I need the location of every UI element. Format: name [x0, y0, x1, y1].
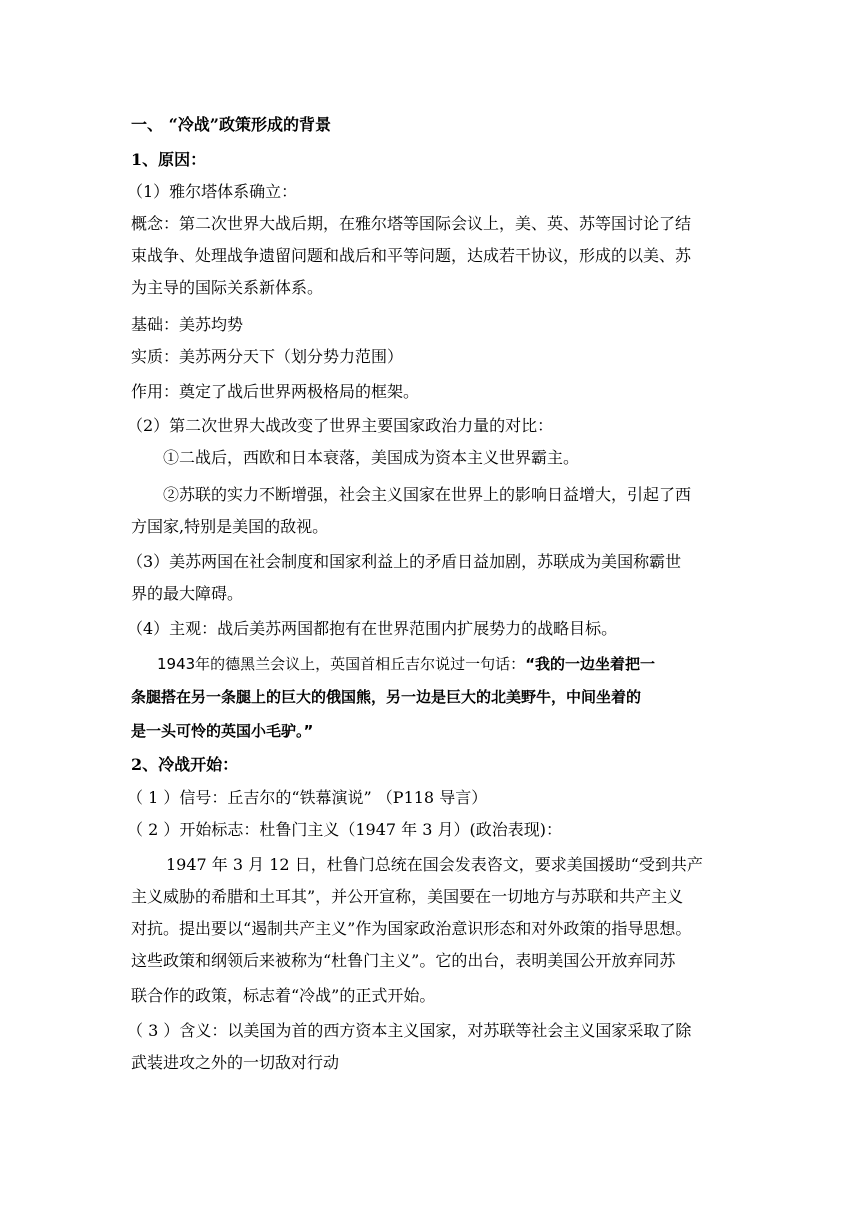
text-line: ②苏联的实力不断增强，社会主义国家在世界上的影响日益增大，引起了西: [163, 485, 692, 504]
text-line: ①二战后，西欧和日本衰落，美国成为资本主义世界霸主。: [163, 448, 580, 467]
text-line: （1）雅尔塔体系确立：: [127, 182, 298, 201]
text-line: （ 3 ）含义：以美国为首的西方资本主义国家，对苏联等社会主义国家采取了除: [127, 1021, 692, 1040]
text-line: 基础：美苏均势: [131, 315, 244, 334]
text-line: 对抗。提出要以“遏制共产主义”作为国家政治意识形态和对外政策的指导思想。: [131, 919, 692, 938]
subheading-causes: 1、原因：: [131, 150, 207, 169]
text-line: 概念：第二次世界大战后期，在雅尔塔等国际会议上，美、英、苏等国讨论了结: [131, 214, 692, 233]
quote-text: 条腿搭在另一条腿上的巨大的俄国熊，另一边是巨大的北美野牛，中间坐着的: [131, 688, 642, 706]
text-line: 为主导的国际关系新体系。: [131, 278, 324, 297]
text-line: 武装进攻之外的一切敌对行动: [131, 1053, 340, 1072]
section-heading: 一、 “冷战”政策形成的背景: [131, 115, 331, 134]
text-line: （3）美苏两国在社会制度和国家利益上的矛盾日益加剧，苏联成为美国称霸世: [127, 552, 682, 571]
text-line: 界的最大障碍。: [131, 584, 244, 603]
text-line: 作用：奠定了战后世界两极格局的框架。: [131, 382, 420, 401]
quote-intro-text: 1943年的德黑兰会议上，英国首相丘吉尔说过一句话：: [157, 655, 526, 673]
text-line: （4）主观：战后美苏两国都抱有在世界范围内扩展势力的战略目标。: [127, 619, 618, 638]
quote-text: “我的一边坐着把一: [525, 655, 656, 673]
quote-intro: [157, 653, 655, 675]
text-line: 这些政策和纲领后来被称为“杜鲁门主义”。它的出台，表明美国公开放弃同苏: [131, 951, 676, 970]
text-line: 实质：美苏两分天下（划分势力范围）: [131, 347, 404, 366]
text-line: （ 2 ）开始标志：杜鲁门主义（1947 年 3 月）(政治表现)：: [127, 820, 562, 839]
text-line: 联合作的政策，标志着“冷战”的正式开始。: [131, 986, 436, 1005]
text-line: （ 1 ）信号：丘吉尔的“铁幕演说” （P118 导言）: [127, 788, 488, 807]
text-line: （2）第二次世界大战改变了世界主要国家政治力量的对比：: [127, 416, 554, 435]
quote-text: 是一头可怜的英国小毛驴。”: [131, 722, 314, 740]
text-line: 1947 年 3 月 12 日，杜鲁门总统在国会发表咨文，要求美国援助“受到共产: [166, 855, 703, 874]
text-line: 主义威胁的希腊和土耳其”，并公开宣称，美国要在一切地方与苏联和共产主义: [131, 887, 684, 906]
subheading-cold-war-start: 2、冷战开始：: [131, 755, 239, 774]
text-line: 束战争、处理战争遗留问题和战后和平等问题，达成若干协议，形成的以美、苏: [131, 246, 692, 265]
text-line: 方国家,特别是美国的敌视。: [131, 517, 329, 536]
